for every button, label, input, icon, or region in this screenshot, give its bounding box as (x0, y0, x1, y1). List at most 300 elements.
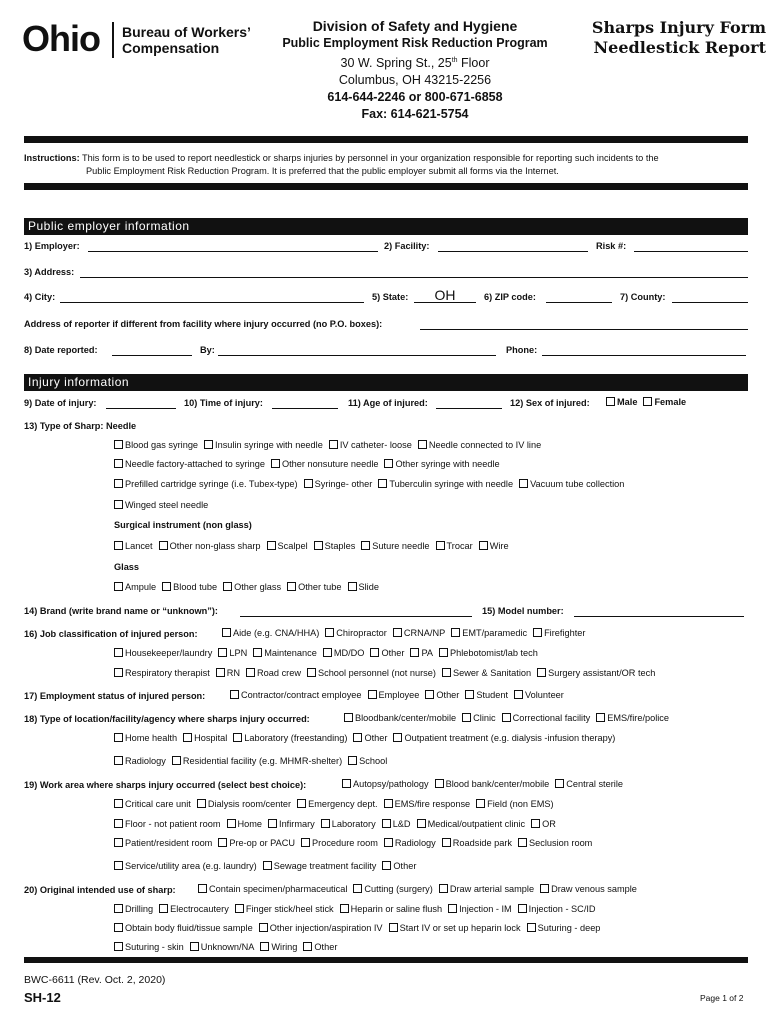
checkbox-label: Other (381, 648, 405, 658)
checkbox-option[interactable] (301, 838, 378, 848)
checkbox[interactable] (223, 582, 232, 591)
checkbox-option[interactable] (114, 459, 265, 469)
checkbox[interactable] (465, 690, 474, 699)
checkbox-option[interactable] (451, 628, 527, 638)
checkbox[interactable] (297, 799, 306, 808)
q17-label: 17) Employment status of injured person: (24, 691, 206, 701)
checkbox-option[interactable] (114, 756, 166, 766)
checkbox-option[interactable] (442, 668, 531, 678)
checkbox-option[interactable] (519, 479, 624, 489)
checkbox-option[interactable] (114, 861, 257, 871)
employer-field[interactable] (88, 241, 378, 252)
checkbox[interactable] (353, 884, 362, 893)
checkbox[interactable] (183, 733, 192, 742)
checkbox[interactable] (114, 756, 123, 765)
job-row1 (222, 628, 591, 638)
use-row4 (114, 942, 343, 952)
checkbox-option[interactable] (518, 904, 596, 914)
checkbox-option[interactable] (114, 668, 210, 678)
checkbox[interactable] (222, 628, 231, 637)
surgical-label: Surgical instrument (non glass) (114, 520, 252, 530)
checkbox-label: School personnel (not nurse) (317, 668, 436, 678)
sex-options (606, 397, 692, 407)
checkbox-option[interactable] (465, 690, 508, 700)
checkbox-label: Heparin or saline flush (350, 904, 443, 914)
checkbox[interactable] (606, 397, 615, 406)
checkbox-option[interactable] (114, 648, 212, 658)
checkbox-option[interactable] (172, 756, 342, 766)
form-code: SH-12 (24, 990, 61, 1005)
checkbox[interactable] (384, 459, 393, 468)
checkbox-option[interactable] (518, 838, 592, 848)
checkbox-option[interactable] (643, 397, 686, 407)
checkbox[interactable] (514, 690, 523, 699)
checkbox-option[interactable] (303, 942, 337, 952)
checkbox-option[interactable] (183, 733, 227, 743)
checkbox-option[interactable] (159, 541, 261, 551)
checkbox-option[interactable] (382, 861, 416, 871)
checkbox-label: Patient/resident room (125, 838, 213, 848)
checkbox-option[interactable] (378, 479, 513, 489)
checkbox-option[interactable] (435, 779, 550, 789)
checkbox[interactable] (172, 756, 181, 765)
emp-row (230, 690, 570, 700)
checkbox[interactable] (382, 861, 391, 870)
checkbox[interactable] (643, 397, 652, 406)
checkbox-option[interactable] (340, 904, 442, 914)
agency-name (122, 24, 251, 56)
model-label: 15) Model number: (482, 606, 564, 616)
checkbox-label: Field (non EMS) (487, 799, 554, 809)
instructions-text1: This form is to be used to report needlestick or sharps injuries by personnel in your organization responsible for reporting such incidents to the (82, 153, 659, 163)
checkbox[interactable] (227, 819, 236, 828)
checkbox[interactable] (418, 440, 427, 449)
checkbox-option[interactable] (204, 440, 323, 450)
checkbox[interactable] (518, 904, 527, 913)
checkbox-option[interactable] (114, 838, 212, 848)
section-employer-header: Public employer information (24, 218, 748, 235)
checkbox[interactable] (114, 923, 123, 932)
checkbox-option[interactable] (267, 541, 308, 551)
date-injury-label: 9) Date of injury: (24, 398, 97, 408)
checkbox-label: Service/utility area (e.g. laundry) (125, 861, 257, 871)
checkbox[interactable] (479, 541, 488, 550)
checkbox-option[interactable] (531, 819, 556, 829)
checkbox-label: Infirmary (279, 819, 315, 829)
checkbox-option[interactable] (555, 779, 623, 789)
checkbox[interactable] (287, 582, 296, 591)
checkbox-option[interactable] (223, 582, 281, 592)
checkbox[interactable] (329, 440, 338, 449)
checkbox-label: Other non-glass sharp (169, 541, 261, 551)
checkbox[interactable] (235, 904, 244, 913)
age-field[interactable] (436, 398, 502, 409)
checkbox[interactable] (384, 838, 393, 847)
checkbox-option[interactable] (263, 861, 377, 871)
checkbox[interactable] (114, 459, 123, 468)
checkbox[interactable] (596, 713, 605, 722)
checkbox-option[interactable] (393, 628, 445, 638)
checkbox[interactable] (537, 668, 546, 677)
checkbox-label: Female (654, 397, 687, 407)
checkbox-option[interactable] (233, 733, 347, 743)
checkbox-label: EMS/fire response (394, 799, 471, 809)
checkbox-label: Winged steel needle (125, 500, 209, 510)
checkbox[interactable] (442, 838, 451, 847)
q18-label: 18) Type of location/facility/agency where sharps injury occurred: (24, 714, 310, 724)
checkbox-label: Chiropractor (336, 628, 387, 638)
checkbox-label: Sewage treatment facility (273, 861, 377, 871)
checkbox-label: Other glass (234, 582, 282, 592)
checkbox-option[interactable] (533, 628, 585, 638)
checkbox[interactable] (476, 799, 485, 808)
checkbox[interactable] (519, 479, 528, 488)
checkbox-option[interactable] (342, 779, 429, 789)
facility-field[interactable] (438, 241, 588, 252)
checkbox-option[interactable] (393, 733, 615, 743)
checkbox-option[interactable] (114, 942, 184, 952)
checkbox[interactable] (204, 440, 213, 449)
checkbox-label: Laboratory (freestanding) (244, 733, 348, 743)
date-reported-field[interactable] (112, 345, 192, 356)
checkbox[interactable] (340, 904, 349, 913)
age-label: 11) Age of injured: (348, 398, 428, 408)
checkbox[interactable] (197, 799, 206, 808)
checkbox-label: Tuberculin syringe with needle (389, 479, 514, 489)
checkbox[interactable] (527, 923, 536, 932)
checkbox-label: Other injection/aspiration IV (269, 923, 383, 933)
state-field[interactable] (414, 287, 476, 303)
zip-field[interactable] (546, 292, 612, 303)
checkbox-option[interactable] (436, 541, 473, 551)
checkbox-option[interactable] (246, 668, 301, 678)
checkbox-option[interactable] (502, 713, 591, 723)
checkbox-option[interactable] (462, 713, 495, 723)
checkbox-option[interactable] (162, 582, 217, 592)
checkbox-option[interactable] (442, 838, 512, 848)
instructions-rule (24, 183, 748, 190)
checkbox-option[interactable] (384, 459, 499, 469)
checkbox[interactable] (348, 756, 357, 765)
checkbox[interactable] (410, 648, 419, 657)
checkbox-option[interactable] (216, 668, 240, 678)
checkbox-label: Firefighter (544, 628, 586, 638)
checkbox-option[interactable] (114, 541, 153, 551)
use-row1 (198, 884, 643, 894)
date-injury-field[interactable] (106, 398, 176, 409)
checkbox[interactable] (348, 582, 357, 591)
area-row2 (114, 799, 560, 809)
checkbox-label: Maintenance (264, 648, 317, 658)
checkbox[interactable] (323, 648, 332, 657)
checkbox[interactable] (368, 690, 377, 699)
checkbox-option[interactable] (606, 397, 637, 407)
checkbox-label: LPN (229, 648, 248, 658)
checkbox-option[interactable] (348, 582, 379, 592)
checkbox[interactable] (448, 904, 457, 913)
by-field[interactable] (218, 345, 496, 356)
checkbox[interactable] (230, 690, 239, 699)
checkbox-option[interactable] (197, 799, 291, 809)
checkbox[interactable] (344, 713, 353, 722)
checkbox[interactable] (114, 799, 123, 808)
checkbox-option[interactable] (230, 690, 362, 700)
checkbox-option[interactable] (297, 799, 377, 809)
brand-field[interactable] (240, 606, 472, 617)
program-name: Public Employment Risk Reduction Program (282, 36, 548, 50)
checkbox[interactable] (198, 884, 207, 893)
state-label: 5) State: (372, 292, 409, 302)
checkbox-label: Dialysis room/center (207, 799, 292, 809)
area-row3 (114, 819, 562, 829)
checkbox[interactable] (259, 923, 268, 932)
checkbox-option[interactable] (114, 500, 208, 510)
checkbox[interactable] (114, 440, 123, 449)
checkbox[interactable] (325, 628, 334, 637)
by-label: By: (200, 345, 215, 355)
checkbox-label: Contractor/contract employee (241, 690, 362, 700)
checkbox-option[interactable] (271, 459, 379, 469)
checkbox-option[interactable] (159, 904, 229, 914)
checkbox[interactable] (451, 628, 460, 637)
checkbox[interactable] (233, 733, 242, 742)
q20-label: 20) Original intended use of sharp: (24, 885, 176, 895)
checkbox[interactable] (114, 861, 123, 870)
checkbox[interactable] (531, 819, 540, 828)
checkbox-label: Obtain body fluid/tissue sample (125, 923, 253, 933)
checkbox[interactable] (246, 668, 255, 677)
instructions-label: Instructions: (24, 153, 80, 163)
checkbox[interactable] (271, 459, 280, 468)
checkbox-label: Drilling (125, 904, 154, 914)
checkbox[interactable] (518, 838, 527, 847)
checkbox[interactable] (159, 541, 168, 550)
checkbox[interactable] (114, 479, 123, 488)
checkbox[interactable] (417, 819, 426, 828)
checkbox[interactable] (439, 648, 448, 657)
checkbox[interactable] (114, 541, 123, 550)
checkbox-label: Suture needle (372, 541, 430, 551)
footer-rule (24, 957, 748, 963)
checkbox-option[interactable] (537, 668, 655, 678)
checkbox[interactable] (267, 541, 276, 550)
checkbox[interactable] (393, 733, 402, 742)
checkbox[interactable] (370, 648, 379, 657)
checkbox[interactable] (260, 942, 269, 951)
checkbox[interactable] (159, 904, 168, 913)
checkbox-option[interactable] (514, 690, 564, 700)
instructions (24, 152, 748, 178)
county-field[interactable] (672, 292, 748, 303)
loc-row2 (114, 733, 621, 743)
needle-row3 (114, 479, 630, 489)
checkbox[interactable] (268, 819, 277, 828)
checkbox-option[interactable] (348, 756, 387, 766)
checkbox-option[interactable] (260, 942, 297, 952)
address-field[interactable] (80, 267, 748, 278)
checkbox-option[interactable] (384, 799, 471, 809)
checkbox[interactable] (378, 479, 387, 488)
checkbox[interactable] (263, 861, 272, 870)
checkbox[interactable] (114, 819, 123, 828)
checkbox-option[interactable] (218, 648, 247, 658)
checkbox[interactable] (462, 713, 471, 722)
checkbox-option[interactable] (307, 668, 436, 678)
checkbox-option[interactable] (353, 884, 432, 894)
checkbox-option[interactable] (370, 648, 404, 658)
checkbox-option[interactable] (259, 923, 383, 933)
form-title (566, 18, 766, 58)
checkbox[interactable] (425, 690, 434, 699)
checkbox-option[interactable] (227, 819, 263, 829)
checkbox-option[interactable] (540, 884, 637, 894)
checkbox-option[interactable] (114, 904, 153, 914)
loc-row3 (114, 756, 393, 766)
time-injury-field[interactable] (272, 398, 338, 409)
checkbox-option[interactable] (114, 819, 221, 829)
checkbox[interactable] (114, 648, 123, 657)
checkbox-option[interactable] (287, 582, 341, 592)
checkbox-option[interactable] (268, 819, 315, 829)
checkbox-option[interactable] (198, 884, 347, 894)
checkbox-option[interactable] (253, 648, 317, 658)
checkbox-label: RN (226, 668, 241, 678)
glass-label: Glass (114, 562, 140, 572)
checkbox-label: Radiology (394, 838, 436, 848)
checkbox-option[interactable] (325, 628, 387, 638)
needle-row1 (114, 440, 547, 450)
use-row3 (114, 923, 606, 933)
checkbox-option[interactable] (222, 628, 319, 638)
reporter-address-field[interactable] (420, 319, 748, 330)
checkbox-option[interactable] (596, 713, 669, 723)
checkbox-option[interactable] (384, 838, 436, 848)
city-field[interactable] (60, 292, 364, 303)
checkbox[interactable] (307, 668, 316, 677)
phone-field[interactable] (542, 345, 746, 356)
checkbox[interactable] (436, 541, 445, 550)
checkbox[interactable] (361, 541, 370, 550)
checkbox[interactable] (114, 500, 123, 509)
checkbox[interactable] (114, 838, 123, 847)
checkbox-label: CRNA/NP (403, 628, 446, 638)
checkbox-option[interactable] (114, 582, 156, 592)
area-row4 (114, 838, 598, 848)
checkbox-option[interactable] (218, 838, 295, 848)
checkbox[interactable] (114, 733, 123, 742)
checkbox-option[interactable] (114, 479, 298, 489)
checkbox[interactable] (502, 713, 511, 722)
checkbox[interactable] (314, 541, 323, 550)
checkbox[interactable] (533, 628, 542, 637)
checkbox[interactable] (114, 904, 123, 913)
checkbox[interactable] (321, 819, 330, 828)
checkbox-option[interactable] (321, 819, 376, 829)
checkbox-option[interactable] (114, 733, 177, 743)
checkbox-option[interactable] (439, 884, 534, 894)
checkbox-option[interactable] (417, 819, 526, 829)
checkbox-option[interactable] (389, 923, 521, 933)
checkbox[interactable] (216, 668, 225, 677)
checkbox-option[interactable] (114, 799, 191, 809)
address-label: 3) Address: (24, 267, 75, 277)
checkbox-option[interactable] (410, 648, 433, 658)
checkbox[interactable] (114, 942, 123, 951)
checkbox-option[interactable] (190, 942, 255, 952)
checkbox[interactable] (435, 779, 444, 788)
checkbox-option[interactable] (114, 923, 253, 933)
checkbox-option[interactable] (479, 541, 509, 551)
checkbox-label: Unknown/NA (200, 942, 255, 952)
checkbox[interactable] (218, 648, 227, 657)
checkbox[interactable] (303, 942, 312, 951)
checkbox-option[interactable] (329, 440, 412, 450)
checkbox-option[interactable] (114, 440, 198, 450)
checkbox-option[interactable] (235, 904, 334, 914)
checkbox-label: Lancet (125, 541, 153, 551)
checkbox-label: Blood bank/center/mobile (445, 779, 550, 789)
checkbox[interactable] (253, 648, 262, 657)
checkbox-option[interactable] (476, 799, 553, 809)
checkbox-option[interactable] (344, 713, 456, 723)
checkbox[interactable] (218, 838, 227, 847)
checkbox[interactable] (190, 942, 199, 951)
checkbox-option[interactable] (323, 648, 365, 658)
checkbox-option[interactable] (425, 690, 459, 700)
checkbox-option[interactable] (353, 733, 387, 743)
checkbox-label: Wiring (271, 942, 298, 952)
checkbox[interactable] (439, 884, 448, 893)
checkbox[interactable] (162, 582, 171, 591)
checkbox-option[interactable] (304, 479, 373, 489)
checkbox-option[interactable] (418, 440, 541, 450)
model-field[interactable] (574, 606, 744, 617)
checkbox-label: Other tube (298, 582, 342, 592)
checkbox-label: Sewer & Sanitation (452, 668, 532, 678)
checkbox-label: Procedure room (312, 838, 378, 848)
checkbox-option[interactable] (439, 648, 538, 658)
checkbox-label: Pre-op or PACU (229, 838, 296, 848)
risk-field[interactable] (634, 241, 748, 252)
checkbox-option[interactable] (448, 904, 512, 914)
checkbox-label: Road crew (257, 668, 301, 678)
checkbox[interactable] (114, 582, 123, 591)
form-title-line1: Sharps Injury Form (591, 18, 766, 37)
checkbox[interactable] (304, 479, 313, 488)
checkbox-label: Blood tube (173, 582, 218, 592)
checkbox-option[interactable] (314, 541, 356, 551)
checkbox-option[interactable] (361, 541, 429, 551)
checkbox-label: Critical care unit (125, 799, 191, 809)
checkbox[interactable] (353, 733, 362, 742)
checkbox[interactable] (442, 668, 451, 677)
checkbox[interactable] (555, 779, 564, 788)
checkbox[interactable] (393, 628, 402, 637)
checkbox-label: Prefilled cartridge syringe (i.e. Tubex-type) (125, 479, 298, 489)
checkbox[interactable] (382, 819, 391, 828)
checkbox[interactable] (114, 668, 123, 677)
checkbox-option[interactable] (527, 923, 601, 933)
checkbox[interactable] (301, 838, 310, 847)
checkbox-label: Central sterile (566, 779, 623, 789)
checkbox-option[interactable] (382, 819, 411, 829)
checkbox[interactable] (389, 923, 398, 932)
checkbox[interactable] (384, 799, 393, 808)
checkbox[interactable] (540, 884, 549, 893)
checkbox-option[interactable] (368, 690, 420, 700)
checkbox-label: Other (436, 690, 460, 700)
checkbox[interactable] (342, 779, 351, 788)
